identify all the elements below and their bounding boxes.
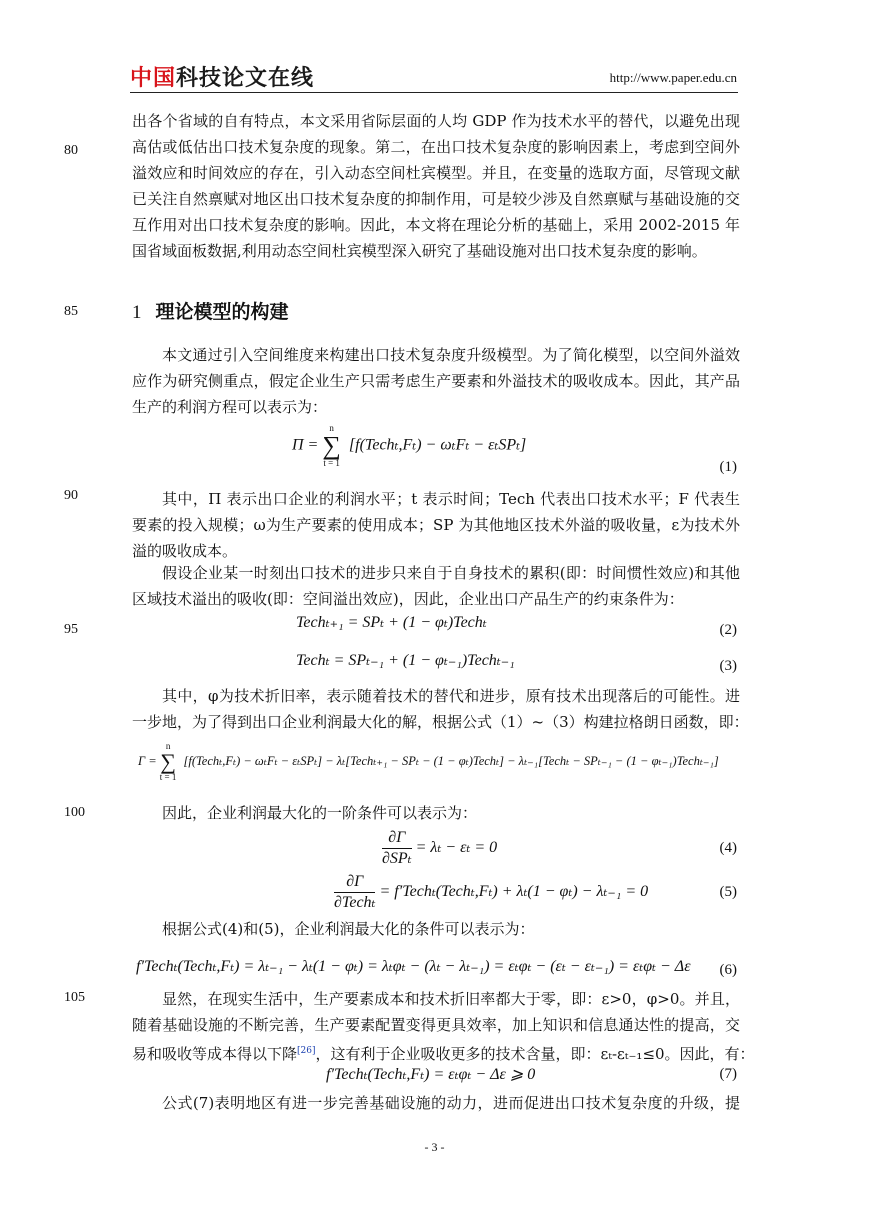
line-number-90: 90 <box>64 488 78 503</box>
text-line: 一步地，为了得到出口企业利润最大化的解，根据公式（1）~（3）构建拉格朗日函数，即： <box>132 713 749 731</box>
equation-2-number: (2) <box>719 622 737 638</box>
text-line: 公式(7)表明地区有进一步完善基础设施的动力，进而促进出口技术复杂度的升级，提 <box>162 1094 740 1112</box>
equation-7-number: (7) <box>719 1066 737 1082</box>
text-line: 根据公式(4)和(5)，企业利润最大化的条件可以表示为： <box>162 920 535 938</box>
text-line: 互作用对出口技术复杂度的影响。因此，本文将在理论分析的基础上，采用 2002-2015 年 <box>132 216 740 234</box>
citation-link[interactable]: [26] <box>297 1046 316 1056</box>
text-line: 生产的利润方程可以表示为： <box>132 398 328 416</box>
text-line: 假设企业某一时刻出口技术的进步只来自于自身技术的累积(即：时间惯性效应)和其他 <box>162 564 740 582</box>
text-line: 要素的投入规模；ω为生产要素的使用成本；SP 为其他地区技术外溢的吸收量，ε为技术外 <box>132 516 740 534</box>
equation-3: Techₜ = SPₜ₋₁ + (1 − φₜ₋₁)Techₜ₋₁ <box>296 652 515 669</box>
text-line: 已关注自然禀赋对地区出口技术复杂度的抑制作用，可是较少涉及自然禀赋与基础设施的交 <box>132 190 740 208</box>
equation-4-number: (4) <box>719 840 737 856</box>
text-line: 随着基础设施的不断完善，生产要素配置变得更具效率，加上知识和信息通达性的提高，交 <box>132 1016 740 1034</box>
text-line: 高估或低估出口技术复杂度的现象。第二，在出口技术复杂度的影响因素上，考虑到空间外 <box>132 138 740 156</box>
line-number-85: 85 <box>64 304 78 319</box>
intro-paragraph <box>132 108 740 264</box>
paragraph-2 <box>132 486 740 564</box>
paragraph-1 <box>132 342 740 420</box>
equation-1-number: (1) <box>719 459 737 475</box>
text-line: 易和吸收等成本得以下降[26]，这有利于企业吸收更多的技术含量，即：εₜ-εₜ₋₁≤0。因此，有： <box>132 1045 755 1063</box>
paragraph-5 <box>132 800 740 826</box>
line-number-95: 95 <box>64 622 78 637</box>
eq1-lhs: Π = <box>292 436 319 454</box>
equation-6: f′Techₜ(Techₜ,Fₜ) = λₜ₋₁ − λₜ(1 − φₜ) = λₜφₜ − (λₜ − λₜ₋₁) = εₜφₜ − (εₜ − εₜ₋₁) = εₜφₜ − Δε <box>136 958 691 975</box>
fraction: $\frac{\partial\Gamma}{\text{∂SPₜ}}$ <box>382 829 412 867</box>
line-number-105: 105 <box>64 990 85 1005</box>
equation-5-number: (5) <box>719 884 737 900</box>
eq1-body: [f(Techₜ,Fₜ) − ωₜFₜ − εₜSPₜ] <box>348 436 527 454</box>
equation-3-number: (3) <box>719 658 737 674</box>
site-url[interactable]: http://www.paper.edu.cn <box>609 70 737 85</box>
page-number: - 3 - <box>424 1140 445 1154</box>
logo-red-text: 中国 <box>130 65 177 91</box>
text-line: 其中，Π 表示出口企业的利润水平；t 表示时间；Tech 代表出口技术水平；F 代表生 <box>162 490 740 508</box>
text-line: 溢效应和时间效应的存在，引入动态空间杜宾模型。并且，在变量的选取方面，尽管现文献 <box>132 164 740 182</box>
summation-symbol: n ∑ t = 1 <box>159 741 177 782</box>
section-heading <box>132 297 289 324</box>
lagrange-equation <box>138 742 719 782</box>
text-line: 显然，在现实生活中，生产要素成本和技术折旧率都大于零，即：ε>0，φ>0。并且， <box>162 990 740 1008</box>
line-number-100: 100 <box>64 805 85 820</box>
text-line: 溢的吸收成本。 <box>132 542 238 560</box>
site-logo <box>130 60 320 92</box>
logo-dark-text: 科技论文在线 <box>176 65 315 91</box>
text-line: 应作为研究侧重点，假定企业生产只需考虑生产要素和外溢技术的吸收成本。因此，其产品 <box>132 372 740 390</box>
equation-6-number: (6) <box>719 962 737 978</box>
paragraph-7 <box>132 986 755 1064</box>
summation-symbol: n ∑ t = 1 <box>322 423 341 468</box>
equation-4 <box>382 828 497 869</box>
equation-2: Techₜ₊₁ = SPₜ + (1 − φₜ)Techₜ <box>296 614 487 631</box>
lagrange-body: [f(Techₜ,Fₜ) − ωₜFₜ − εₜSPₜ] − λₜ[Techₜ₊₁ − SPₜ − (1 − φₜ)Techₜ] − λₜ₋₁[Techₜ − SPₜ₋₁ − (1 − φₜ₋₁)Techₜ₋₁] <box>183 753 719 768</box>
eq5-rhs: = f′Techₜ(Techₜ,Fₜ) + λₜ(1 − φₜ) − λₜ₋₁ = 0 <box>379 883 649 901</box>
fraction: $\frac{\partial\Gamma}{\text{∂Techₜ}}$ <box>334 873 376 911</box>
line-number-80: 80 <box>64 143 78 158</box>
section-title: 理论模型的构建 <box>155 301 289 323</box>
paragraph-6 <box>132 916 740 942</box>
text-line: 区域技术溢出的吸收(即：空间溢出效应)，因此，企业出口产品生产的约束条件为： <box>132 590 684 608</box>
text-line: 其中，φ为技术折旧率，表示随着技术的替代和进步，原有技术出现落后的可能性。进 <box>162 687 740 705</box>
text-line: 因此，企业利润最大化的一阶条件可以表示为： <box>162 804 478 822</box>
paragraph-4 <box>132 683 749 735</box>
paragraph-8 <box>132 1090 740 1116</box>
eq4-rhs: = λₜ − εₜ = 0 <box>415 839 498 857</box>
lagrange-lhs: Γ = <box>138 753 157 768</box>
text-line: 本文通过引入空间维度来构建出口技术复杂度升级模型。为了简化模型，以空间外溢效 <box>162 346 740 364</box>
equation-7: f′Techₜ(Techₜ,Fₜ) = εₜφₜ − Δε ⩾ 0 <box>326 1066 536 1083</box>
text-line: 国省域面板数据,利用动态空间杜宾模型深入研究了基础设施对出口技术复杂度的影响。 <box>132 242 707 260</box>
header-rule <box>130 92 738 93</box>
paragraph-3 <box>132 560 740 612</box>
equation-5 <box>334 872 648 913</box>
section-number: 1 <box>132 302 142 323</box>
equation-1 <box>292 424 526 468</box>
text-line: 出各个省域的自有特点，本文采用省际层面的人均 GDP 作为技术水平的替代，以避免出现 <box>132 112 740 130</box>
